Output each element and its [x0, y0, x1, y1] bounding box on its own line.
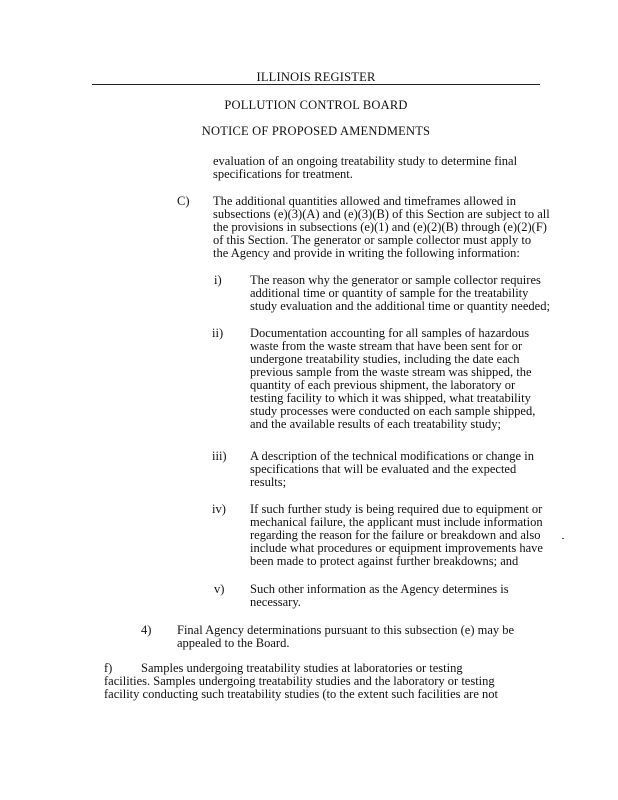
item-v-line: necessary. [250, 595, 301, 609]
item-ii-line: quantity of each previous shipment, the laboratory or [250, 378, 516, 392]
item-ii-line: previous sample from the waste stream was shipped, the [250, 365, 532, 379]
continuation-line: evaluation of an ongoing treatability study to determine final [213, 154, 518, 168]
subsection-c-line: subsections (e)(3)(A) and (e)(3)(B) of this Section are subject to all [213, 207, 550, 221]
item-iii-line: specifications that will be evaluated and the expected [250, 462, 517, 476]
subsection-f-line: Samples undergoing treatability studies at laboratories or testing [141, 661, 463, 675]
item-ii-line: testing facility to which it was shipped, what treatability [250, 391, 531, 405]
continuation-line: specifications for treatment. [213, 167, 353, 181]
subsection-c-line: The additional quantities allowed and timeframes allowed in [213, 194, 517, 208]
item-iii-line: results; [250, 475, 287, 489]
item-ii-line: waste from the waste stream that have been sent for or [250, 339, 523, 353]
item-label-i: i) [214, 273, 222, 287]
item-iv-line: mechanical failure, the applicant must include information [250, 515, 543, 529]
item-label-ii: ii) [212, 326, 224, 340]
subsection-c-line: of this Section. The generator or sample collector must apply to [213, 233, 532, 247]
item-iv-line: been made to protect against further breakdowns; and [250, 554, 519, 568]
item-label-v: v) [214, 582, 225, 596]
notice-title: NOTICE OF PROPOSED AMENDMENTS [201, 124, 431, 138]
item-label-iii: iii) [212, 449, 227, 463]
item-v-line: Such other information as the Agency determines is [250, 582, 509, 596]
paragraph-4-line: appealed to the Board. [177, 636, 290, 650]
subsection-label-c: C) [177, 194, 190, 208]
paragraph-4-line: Final Agency determinations pursuant to this subsection (e) may be [177, 623, 515, 637]
item-i-line: additional time or quantity of sample for the treatability [250, 286, 529, 300]
item-i-line: study evaluation and the additional time or quantity needed; [250, 299, 550, 313]
paragraph-label-4: 4) [141, 623, 152, 637]
item-ii-line: study processes were conducted on each sample shipped, [250, 404, 536, 418]
item-iii-line: A description of the technical modifications or change in [250, 449, 534, 463]
item-ii-line: and the available results of each treatability study; [250, 417, 501, 431]
subsection-f-line: facilities. Samples undergoing treatability studies and the laboratory or testing [104, 674, 495, 688]
item-i-line: The reason why the generator or sample collector requires [250, 273, 541, 287]
item-ii-line: Documentation accounting for all samples of hazardous [250, 326, 530, 340]
board-title: POLLUTION CONTROL BOARD [224, 98, 408, 112]
subsection-c-line: the provisions in subsections (e)(1) and (e)(2)(B) through (e)(2)(F) [213, 220, 547, 234]
item-ii-line: undergone treatability studies, including the date each [250, 352, 520, 366]
subsection-label-f: f) [104, 661, 113, 675]
item-iv-line: If such further study is being required due to equipment or [250, 502, 543, 516]
scan-speck [562, 538, 564, 539]
subsection-f-line: facility conducting such treatability studies (to the extent such facilities are not [104, 687, 498, 701]
item-label-iv: iv) [212, 502, 226, 516]
subsection-c-line: the Agency and provide in writing the following information: [213, 246, 520, 260]
item-iv-line: include what procedures or equipment improvements have [250, 541, 543, 555]
item-iv-line: regarding the reason for the failure or breakdown and also [250, 528, 541, 542]
register-title: ILLINOIS REGISTER [256, 70, 376, 84]
